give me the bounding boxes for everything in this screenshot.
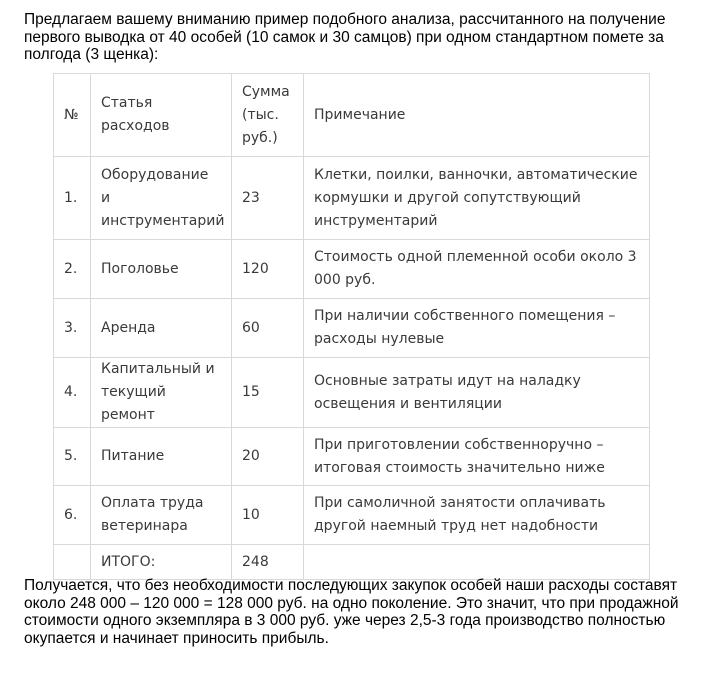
table-total-row: [54, 545, 650, 580]
row-expense-item: Оборудование и инструментарий: [91, 157, 232, 240]
row-note: При приготовлении собственноручно – итоговая стоимость значительно ниже: [304, 428, 650, 486]
row-amount: 60: [232, 299, 304, 358]
total-number: [54, 545, 91, 580]
header-note: Примечание: [304, 74, 650, 157]
table-row: [54, 358, 650, 428]
row-number: 4.: [54, 358, 91, 428]
row-expense-item: Капитальный и текущий ремонт: [91, 358, 232, 428]
expenses-table: [53, 73, 650, 580]
row-amount: 20: [232, 428, 304, 486]
row-expense-item: Оплата труда ветеринара: [91, 486, 232, 545]
row-amount: 10: [232, 486, 304, 545]
row-number: 1.: [54, 157, 91, 240]
table-row: [54, 299, 650, 358]
table-row: [54, 486, 650, 545]
row-amount: 23: [232, 157, 304, 240]
row-amount: 15: [232, 358, 304, 428]
row-note: Клетки, поилки, ванночки, автоматические кормушки и другой сопутствующий инструментарий: [304, 157, 650, 240]
row-number: 2.: [54, 240, 91, 299]
row-amount: 120: [232, 240, 304, 299]
expenses-table-container: [53, 73, 649, 580]
row-number: 6.: [54, 486, 91, 545]
row-number: 5.: [54, 428, 91, 486]
table-row: [54, 240, 650, 299]
header-number: №: [54, 74, 91, 157]
row-expense-item: Поголовье: [91, 240, 232, 299]
table-row: [54, 428, 650, 486]
row-number: 3.: [54, 299, 91, 358]
header-expense-item: Статья расходов: [91, 74, 232, 157]
total-label: ИТОГО:: [91, 545, 232, 580]
row-note: Стоимость одной племенной особи около 3 000 руб.: [304, 240, 650, 299]
table-row: [54, 157, 650, 240]
intro-paragraph: Предлагаем вашему вниманию пример подобного анализа, рассчитанного на получение первого выводка от 40 особей (10 самок и 30 самцов) при одном стандартном помете за полгода (3 щенка):: [24, 11, 666, 63]
total-amount: 248: [232, 545, 304, 580]
row-expense-item: Аренда: [91, 299, 232, 358]
total-note: [304, 545, 650, 580]
row-note: При самоличной занятости оплачивать другой наемный труд нет надобности: [304, 486, 650, 545]
row-note: При наличии собственного помещения – расходы нулевые: [304, 299, 650, 358]
row-expense-item: Питание: [91, 428, 232, 486]
row-note: Основные затраты идут на наладку освещения и вентиляции: [304, 358, 650, 428]
header-amount: Сумма (тыс. руб.): [232, 74, 304, 157]
table-header-row: [54, 74, 650, 157]
conclusion-paragraph: Получается, что без необходимости последующих закупок особей наши расходы составят около 248 000 – 120 000 = 128 000 руб. на одно поколение. Это значит, что при продажной стоимости одного экземпляра в 3 000 руб. уже через 2,5-3 года производство полностью окупается и начинает приносить прибыль.: [24, 577, 679, 647]
